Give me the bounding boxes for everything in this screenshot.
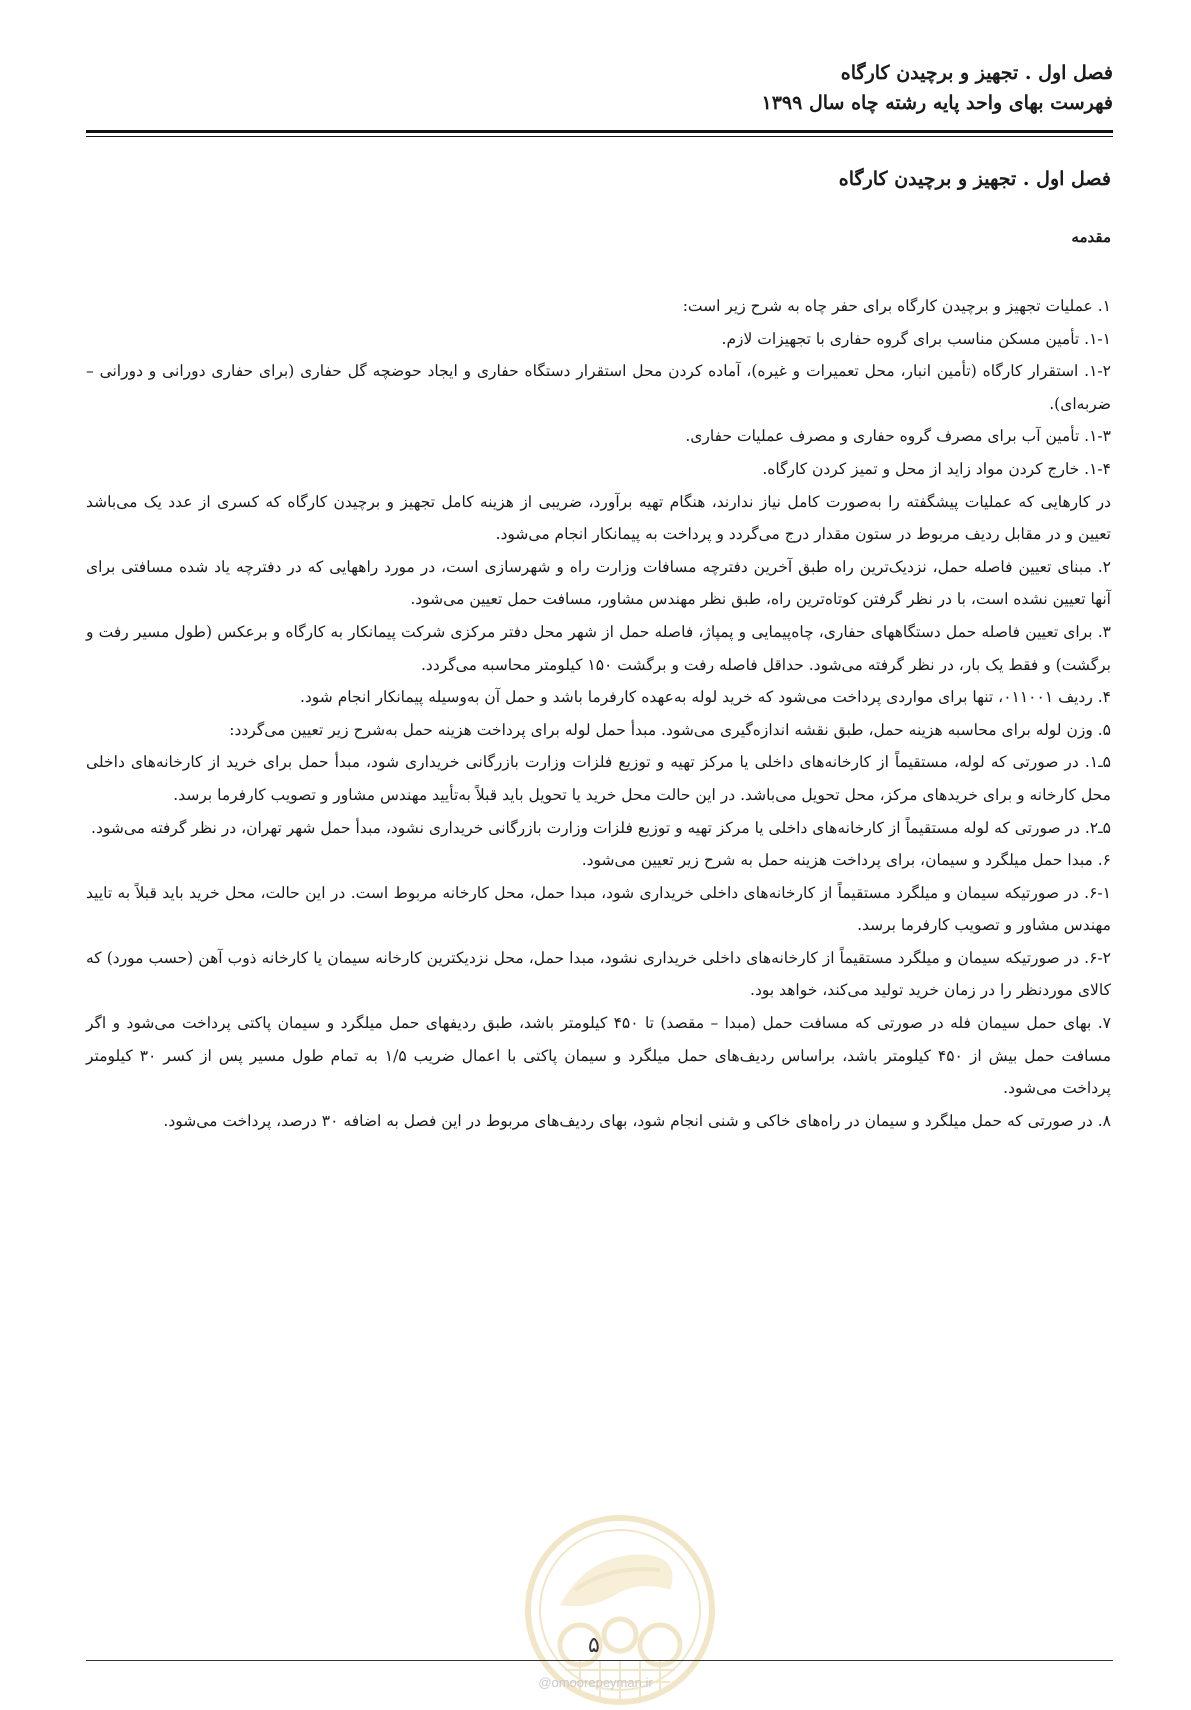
paragraph-2: ۲. مبنای تعیین فاصله حمل، نزدیک‌ترین راه طبق آخرین دفترچه مسافات وزارت راه و شهرسازی است، در مورد راههایی که در دفترچه یاد شده مسافتی برای آنها تعیین نشده است، با در نظر گرفتن کوتاه‌ترین راه، طبق نظر مهندس مشاور، مسافت حمل تعیین می‌شود. bbox=[86, 557, 1111, 609]
paragraph-1-4: ۱-۴. خارج کردن مواد زاید از محل و تمیز کردن کارگاه. bbox=[762, 459, 1111, 478]
header-rule-thin bbox=[86, 136, 1113, 137]
paragraph-7: ۷. بهای حمل سیمان فله در صورتی که مسافت حمل (مبدا – مقصد) تا ۴۵۰ کیلومتر باشد، طبق ردیفهای حمل میلگرد و سیمان پاکتی پرداخت می‌شود و اگر مسافت حمل بیش از ۴۵۰ کیلومتر باشد، براساس ردیف‌های حمل میلگرد و سیمان پاکتی با اعمال ضریب ۱/۵ به تمام طول مسیر پس از کسر ۳۰ کیلومتر پرداخت می‌شود. bbox=[86, 1014, 1112, 1098]
paragraph-1-1: ۱-۱. تأمین مسکن مناسب برای گروه حفاری با تجهیزات لازم. bbox=[721, 329, 1111, 348]
paragraph-1-2: ۱-۲. استقرار کارگاه (تأمین انبار، محل تعمیرات و غیره)، آماده کردن محل استقرار دستگاه حفاری و ایجاد حوضچه گل حفاری (برای حفاری دورانی و دورانی – ضربه‌ای). bbox=[86, 362, 1111, 413]
paragraph-1: ۱. عملیات تجهیز و برچیدن کارگاه برای حفر چاه به شرح زیر است: bbox=[682, 297, 1111, 315]
paragraph-5-1: ۵ـ۱. در صورتی که لوله، مستقیماً از کارخانه‌های داخلی یا مرکز تهیه و توزیع فلزات وزارت بازرگانی خریداری شود، مبدأ حمل برای خرید از کارخانه‌های داخلی محل کارخانه و برای خریدهای مرکز، محل تحویل می‌باشد. در این حالت محل خرید یا تحویل باید قبلاً به‌تأیید مهندس مشاور و تصویب کارفرما برسد. bbox=[86, 753, 1111, 804]
paragraph-5-2: ۵ـ۲. در صورتی که لوله مستقیماً از کارخانه‌های داخلی یا مرکز تهیه و توزیع فلزات وزارت بازرگانی خریداری نشود، مبدأ حمل شهر تهران، در نظر گرفته می‌شود. bbox=[91, 818, 1111, 837]
paragraph-8: ۸. در صورتی که حمل میلگرد و سیمان در راه‌های خاکی و شنی انجام شود، بهای ردیف‌های مربوط در این فصل به اضافه ۳۰ درصد، پرداخت می‌شود. bbox=[163, 1111, 1111, 1130]
paragraph-1-3: ۱-۳. تأمین آب برای مصرف گروه حفاری و مصرف عملیات حفاری. bbox=[685, 427, 1111, 446]
paragraph-6-2: ۶-۲. در صورتیکه سیمان و میلگرد مستقیماً از کارخانه‌های داخلی خریداری نشود، مبدا حمل، محل نزدیکترین کارخانه سیمان یا کارخانه ذوب آهن (حسب مورد) که کالای موردنظر را در زمان خرید تولید می‌کند، خواهد بود. bbox=[86, 948, 1111, 1000]
paragraph-4: ۴. ردیف ۰۱۱۰۰۱، تنها برای مواردی پرداخت می‌شود که خرید لوله به‌عهده کارفرما باشد و حمل آن به‌وسیله پیمانکار انجام شود. bbox=[299, 688, 1111, 707]
running-header-chapter: فصل اول . تجهیز و برچیدن کارگاه bbox=[840, 62, 1113, 84]
header-rule-thick bbox=[86, 130, 1113, 133]
paragraph-partial-mobilization: در کارهایی که عملیات پیشگفته را به‌صورت کامل نیاز ندارند، هنگام تهیه برآورد، ضریبی از هزینه کامل تجهیز و برچیدن کارگاه که کسری از عدد یک می‌باشد تعیین و در مقابل ردیف مربوط در ستون مقدار درج می‌گردد و پرداخت به پیمانکار انجام می‌شود. bbox=[86, 492, 1111, 544]
running-header bbox=[762, 58, 1113, 118]
chapter-title: فصل اول . تجهیز و برچیدن کارگاه bbox=[838, 168, 1111, 190]
intro-heading: مقدمه bbox=[1071, 228, 1111, 246]
running-header-document-title: فهرست بهای واحد پایه رشته چاه سال ۱۳۹۹ bbox=[761, 92, 1113, 114]
body-text bbox=[86, 290, 1111, 1137]
paragraph-6: ۶. مبدا حمل میلگرد و سیمان، برای پرداخت هزینه حمل به شرح زیر تعیین می‌شود. bbox=[581, 851, 1111, 870]
paragraph-5: ۵. وزن لوله برای محاسبه هزینه حمل، طبق نقشه اندازه‌گیری می‌شود. مبدأ حمل لوله برای پرداخت هزینه حمل به‌شرح زیر تعیین می‌گردد: bbox=[229, 720, 1111, 739]
footer-watermark-url: @omoorepeyman.ir bbox=[538, 1675, 653, 1690]
page-number: ۵ bbox=[588, 1633, 600, 1658]
paragraph-3: ۳. برای تعیین فاصله حمل دستگاههای حفاری، چاه‌پیمایی و پمپاژ، فاصله حمل از شهر محل دفتر مرکزی شرکت پیمانکار به کارگاه و برعکس (طول مسیر رفت و برگشت) و فقط یک بار، در نظر گرفته می‌شود. حداقل فاصله رفت و برگشت ۱۵۰ کیلومتر محاسبه می‌گردد. bbox=[86, 622, 1111, 674]
paragraph-6-1: ۶-۱. در صورتیکه سیمان و میلگرد مستقیماً از کارخانه‌های داخلی خریداری شود، مبدا حمل، محل کارخانه مربوط است. در این حالت، محل خرید باید قبلاً به تایید مهندس مشاور و تصویب کارفرما برسد. bbox=[86, 883, 1111, 935]
footer-rule bbox=[86, 1660, 1113, 1661]
